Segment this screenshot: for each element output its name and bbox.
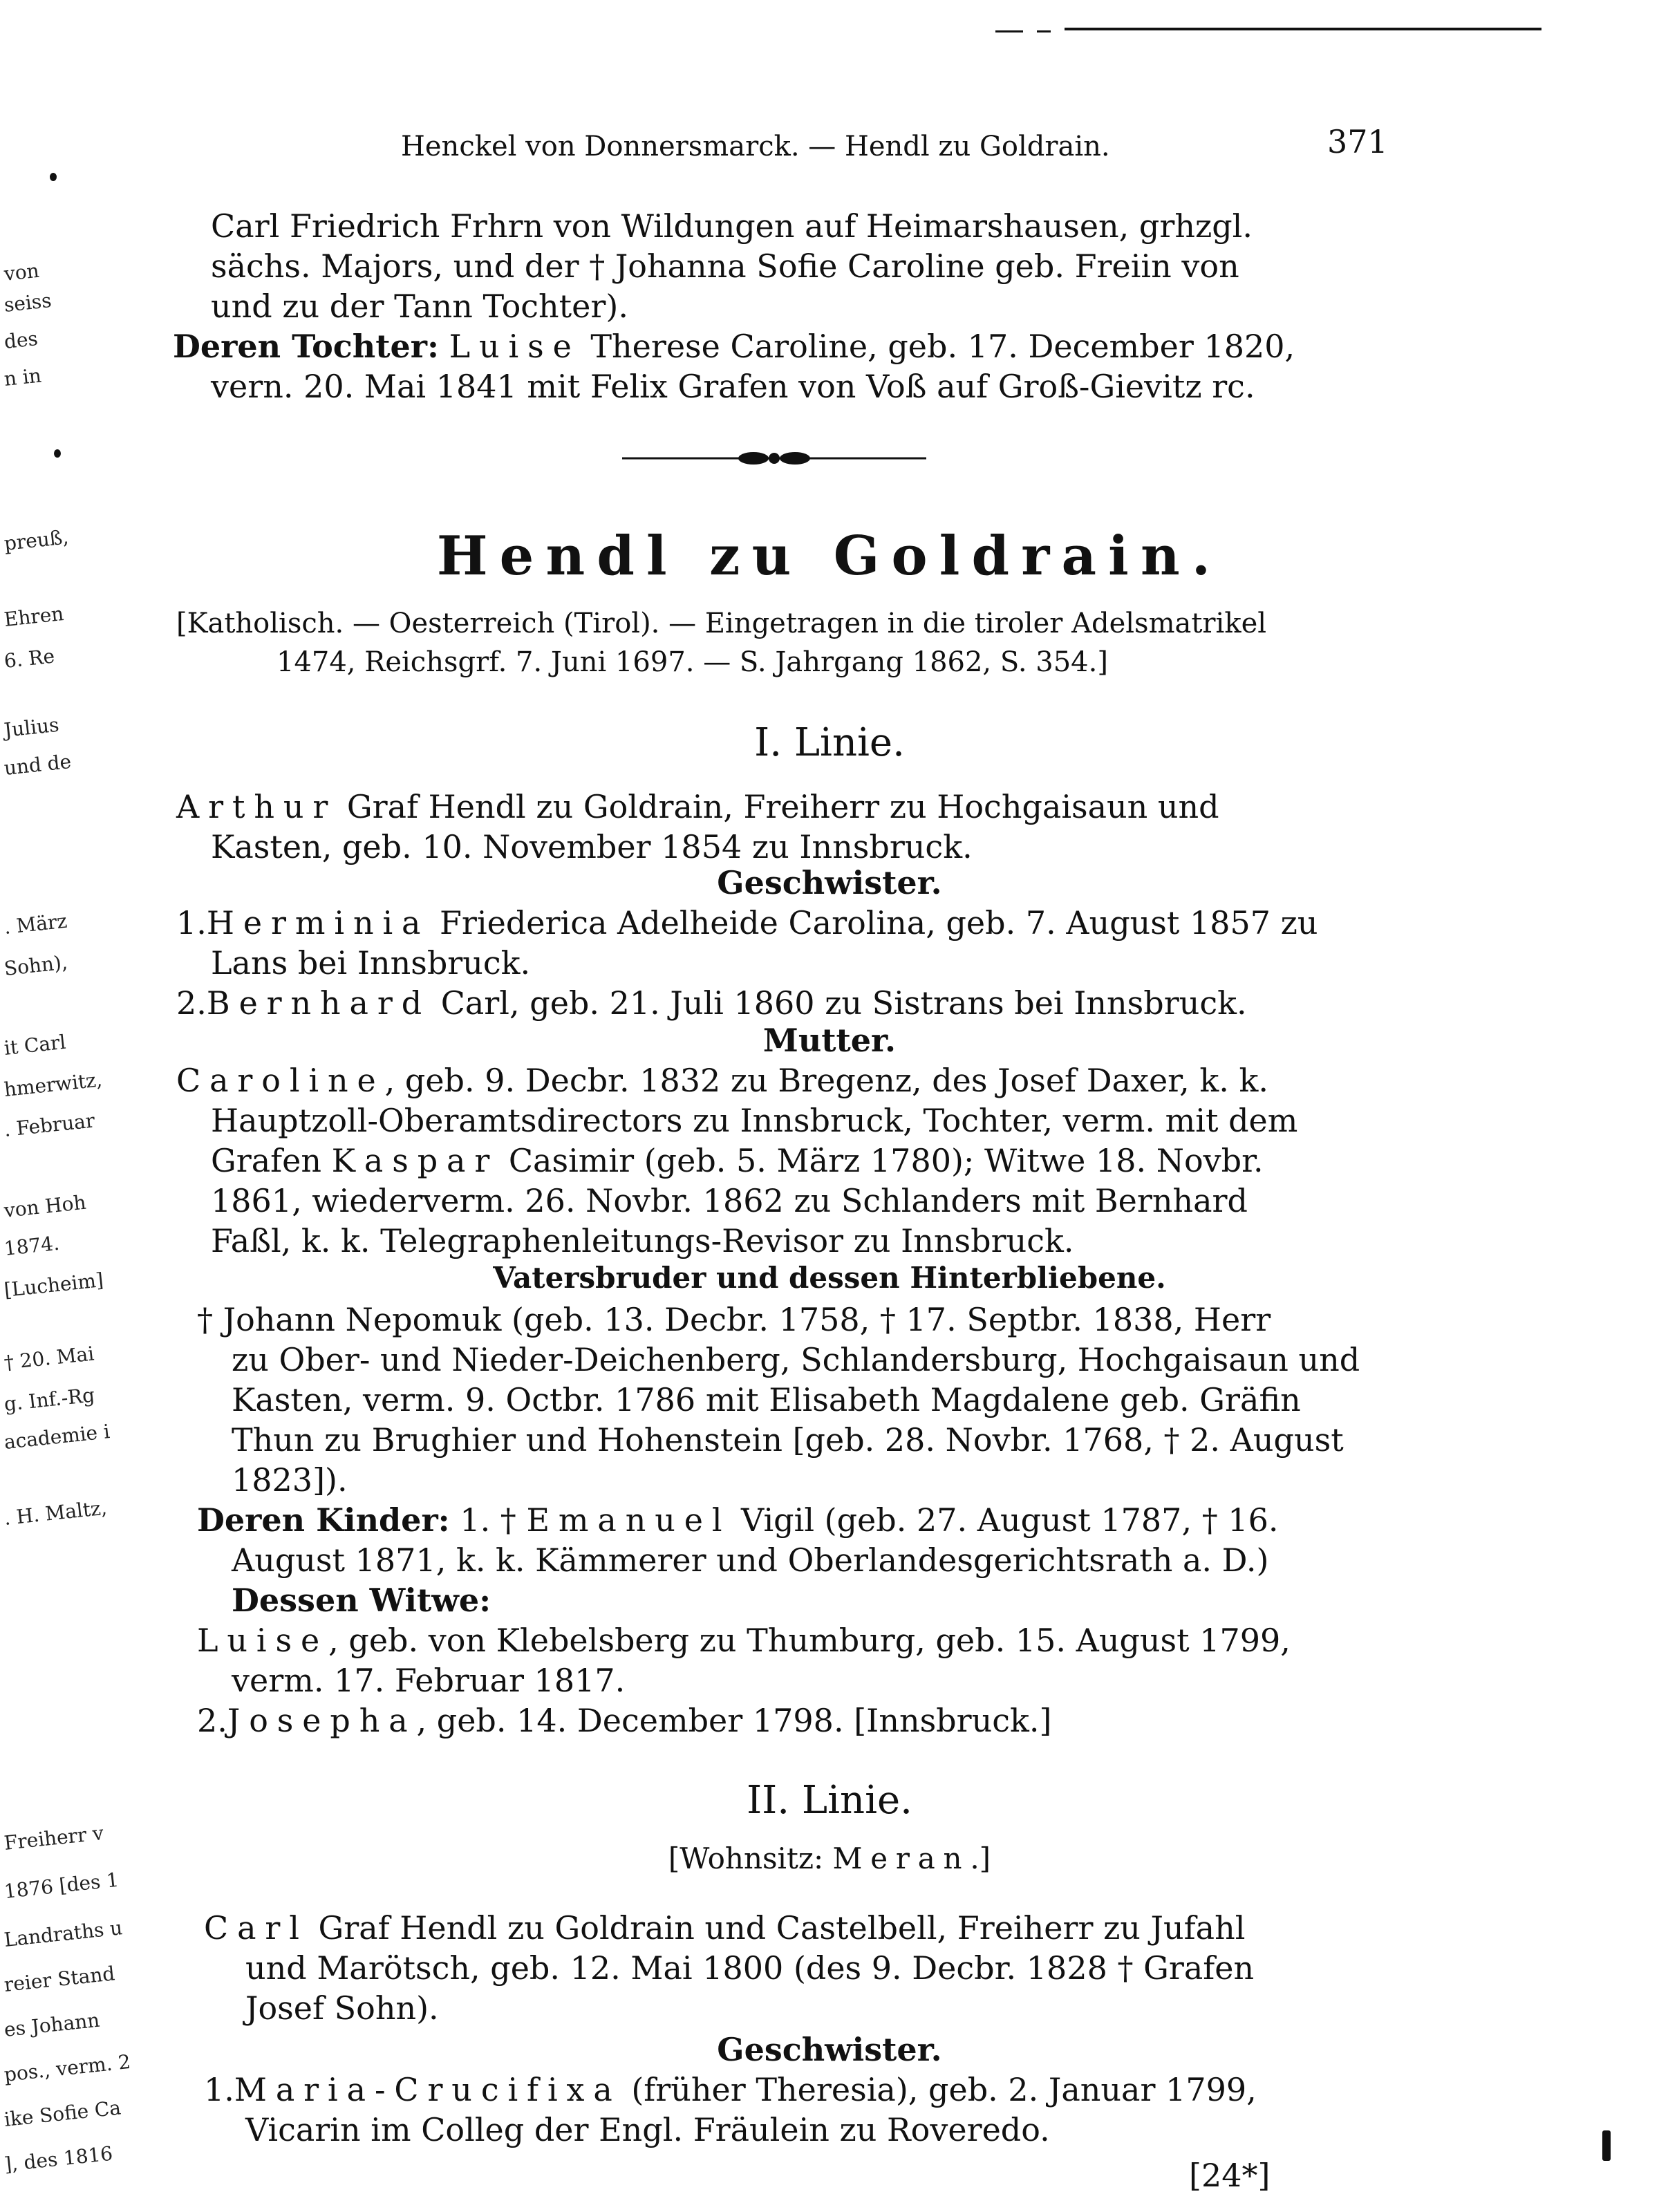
mutter-line-3 — [211, 1142, 1264, 1179]
johann-line-4: Thun zu Brughier und Hohenstein [geb. 28. Novbr. 1768, † 2. August — [232, 1421, 1344, 1459]
mutter-heading: Mutter. — [762, 1022, 897, 1059]
prev-entry-line: Carl Friedrich Frhrn von Wildungen auf Heimarshausen, grhzgl. — [211, 207, 1253, 245]
margin-fragment: Freiherr v — [3, 1821, 105, 1855]
johann-line-1: † Johann Nepomuk (geb. 13. Decbr. 1758, † 17. Septbr. 1838, Herr — [197, 1301, 1271, 1338]
kinder-name: Emanuel — [526, 1501, 731, 1539]
arthur-line-1 — [176, 788, 1219, 825]
margin-fragment: it Carl — [3, 1030, 67, 1060]
mutter-line3-rest: Casimir (geb. 5. März 1780); Witwe 18. Novbr. — [508, 1142, 1264, 1179]
prev-entry-line: und zu der Tann Tochter). — [211, 288, 628, 325]
linie-2-geschwister-heading: Geschwister. — [717, 2031, 942, 2068]
josepha-rest: , geb. 14. December 1798. [Innsbruck.] — [416, 1702, 1052, 1739]
mutter-rest: , geb. 9. Decbr. 1832 zu Bregenz, des Josef Daxer, k. k. — [384, 1062, 1268, 1099]
johann-line-3: Kasten, verm. 9. Octbr. 1786 mit Elisabeth Magdalene geb. Gräfin — [232, 1381, 1301, 1418]
margin-fragment: Ehren — [3, 602, 65, 631]
margin-fragment: Julius — [3, 713, 60, 742]
margin-fragment: † 20. Mai — [3, 1342, 95, 1374]
margin-fragment: ike Sofie Ca — [3, 2096, 122, 2131]
kinder-line-2: August 1871, k. k. Kämmerer und Oberlandesgerichtsrath a. D.) — [232, 1541, 1269, 1579]
maria-rest: (früher Theresia), geb. 2. Januar 1799, — [631, 2071, 1257, 2108]
margin-fragment: 6. Re — [3, 644, 56, 673]
margin-fragment: . H. Maltz, — [3, 1496, 109, 1530]
mutter-line-5: Faßl, k. k. Telegraphenleitungs-Revisor zu Innsbruck. — [211, 1222, 1074, 1259]
daughter-label: Deren Tochter: — [173, 328, 439, 365]
luise-line-1 — [197, 1622, 1291, 1659]
josepha-num: 2. — [197, 1702, 227, 1739]
wohnsitz — [0, 1840, 1659, 1877]
johann-line-5: 1823]). — [232, 1461, 348, 1499]
arthur-rest: Graf Hendl zu Goldrain, Freiherr zu Hochgaisaun und — [346, 788, 1219, 825]
margin-fragment: Sohn), — [3, 950, 69, 980]
margin-fragment: seiss — [3, 288, 53, 317]
margin-fragment: es Johann — [3, 2008, 101, 2041]
sibling-1-line-2: Lans bei Innsbruck. — [211, 944, 531, 982]
sibling-num: 2. — [176, 984, 207, 1022]
margin-fragment: [Lucheim] — [3, 1268, 105, 1302]
sibling-name: Bernhard — [206, 984, 431, 1022]
margin-fragment: 1874. — [3, 1231, 61, 1260]
maria-line-2: Vicarin im Colleg der Engl. Fräulein zu Roveredo. — [245, 2111, 1050, 2148]
daughter-name: Luise — [449, 328, 581, 365]
margin-fragment: ], des 1816 — [3, 2141, 114, 2176]
entry-info-line-1: [Katholisch. — Oesterreich (Tirol). — Eingetragen in die tiroler Adelsmatrikel — [176, 608, 1267, 639]
kinder-rest: Vigil (geb. 27. August 1787, † 16. — [741, 1501, 1279, 1539]
arthur-line-2: Kasten, geb. 10. November 1854 zu Innsbruck. — [211, 828, 973, 865]
arthur-name: Arthur — [176, 788, 337, 825]
margin-fragment: . März — [3, 909, 68, 939]
speck-1 — [50, 173, 57, 181]
margin-fragment: pos., verm. 2 — [3, 2050, 132, 2086]
mutter-line-2: Hauptzoll-Oberamtsdirectors zu Innsbruck, Tochter, verm. mit dem — [211, 1102, 1298, 1139]
josepha-line — [197, 1702, 1051, 1739]
carl-line-2: und Marötsch, geb. 12. Mai 1800 (des 9. Decbr. 1828 † Grafen — [245, 1949, 1255, 1987]
luise-name: Luise — [197, 1622, 329, 1659]
margin-fragment: preuß, — [3, 525, 70, 555]
margin-fragment: reier Stand — [3, 1962, 116, 1996]
luise-rest: , geb. von Klebelsberg zu Thumburg, geb. 15. August 1799, — [328, 1622, 1291, 1659]
margin-fragment: 1876 [des 1 — [3, 1868, 120, 1903]
mutter-line3-name: Kaspar — [331, 1142, 499, 1179]
entry-title: Hendl zu Goldrain. — [436, 525, 1223, 588]
margin-fragment: hmerwitz, — [3, 1068, 104, 1101]
luise-line-2: verm. 17. Februar 1817. — [232, 1662, 626, 1699]
mutter-line3-pre: Grafen — [211, 1142, 322, 1179]
wohnsitz-place: Meran — [832, 1841, 971, 1875]
margin-fragment: . Februar — [3, 1109, 96, 1141]
sibling-1 — [176, 904, 1318, 941]
wohnsitz-end: .] — [970, 1841, 991, 1875]
linie-1-heading: I. Linie. — [754, 720, 905, 765]
running-title: Henckel von Donnersmarck. — Hendl zu Goldrain. — [401, 131, 1110, 162]
vatersbruder-heading: Vatersbruder und dessen Hinterbliebene. — [493, 1261, 1166, 1295]
margin-fragment: von Hoh — [3, 1190, 87, 1222]
carl-line-1 — [204, 1909, 1245, 1947]
margin-fragment: g. Inf.-Rg — [3, 1383, 96, 1416]
speck-3 — [1602, 2130, 1611, 2161]
sibling-num: 1. — [176, 904, 207, 941]
josepha-name: Josepha — [227, 1702, 417, 1739]
maria-line-1 — [204, 2071, 1257, 2108]
margin-fragment: und de — [3, 749, 73, 780]
carl-line-3: Josef Sohn). — [245, 1989, 439, 2027]
signature-mark: [24*] — [1189, 2157, 1271, 2194]
kinder-num: 1. † — [460, 1501, 516, 1539]
johann-line-2: zu Ober- und Nieder-Deichenberg, Schlandersburg, Hochgaisaun und — [232, 1341, 1360, 1378]
sibling-name: Herminia — [206, 904, 430, 941]
prev-entry-line: sächs. Majors, und der † Johanna Sofie Caroline geb. Freiin von — [211, 247, 1239, 285]
carl-rest: Graf Hendl zu Goldrain und Castelbell, Freiherr zu Jufahl — [318, 1909, 1246, 1947]
carl-name: Carl — [204, 1909, 308, 1947]
wohnsitz-label: [Wohnsitz: — [668, 1841, 824, 1875]
sibling-rest: Carl, geb. 21. Juli 1860 zu Sistrans bei Innsbruck. — [440, 984, 1247, 1022]
mutter-line-4: 1861, wiederverm. 26. Novbr. 1862 zu Schlanders mit Bernhard — [211, 1182, 1248, 1219]
margin-fragment: academie i — [3, 1420, 111, 1454]
margin-fragment: Landraths u — [3, 1916, 124, 1951]
speck-2 — [54, 449, 61, 458]
mutter-line-1 — [176, 1062, 1268, 1099]
page-number: 371 — [1327, 123, 1388, 160]
maria-name: Maria-Crucifixa — [234, 2071, 621, 2108]
kinder-line-1 — [197, 1501, 1278, 1539]
sibling-2 — [176, 984, 1247, 1022]
linie-2-heading: II. Linie. — [747, 1778, 912, 1823]
margin-fragment: n in — [3, 364, 43, 391]
entry-info-line-2: 1474, Reichsgrf. 7. Juni 1697. — S. Jahrgang 1862, S. 354.] — [276, 646, 1108, 678]
kinder-label: Deren Kinder: — [197, 1501, 450, 1539]
prev-entry-line: vern. 20. Mai 1841 mit Felix Grafen von Voß auf Groß-Gievitz rc. — [211, 368, 1255, 405]
daughter-rest: Therese Caroline, geb. 17. December 1820, — [590, 328, 1295, 365]
ornament-divider — [622, 448, 926, 469]
sibling-rest: Friederica Adelheide Carolina, geb. 7. August 1857 zu — [439, 904, 1318, 941]
mutter-name: Caroline — [176, 1062, 385, 1099]
top-rule-dash-1 — [995, 30, 1023, 32]
witwe-label: Dessen Witwe: — [232, 1582, 491, 1619]
top-rule-dash-2 — [1037, 30, 1051, 32]
linie-1-geschwister-heading: Geschwister. — [717, 864, 942, 901]
margin-fragment: des — [3, 326, 39, 353]
top-rule-main — [1065, 28, 1541, 30]
margin-fragment: von — [3, 259, 41, 285]
maria-num: 1. — [204, 2071, 234, 2108]
prev-entry-daughter — [173, 328, 1295, 365]
